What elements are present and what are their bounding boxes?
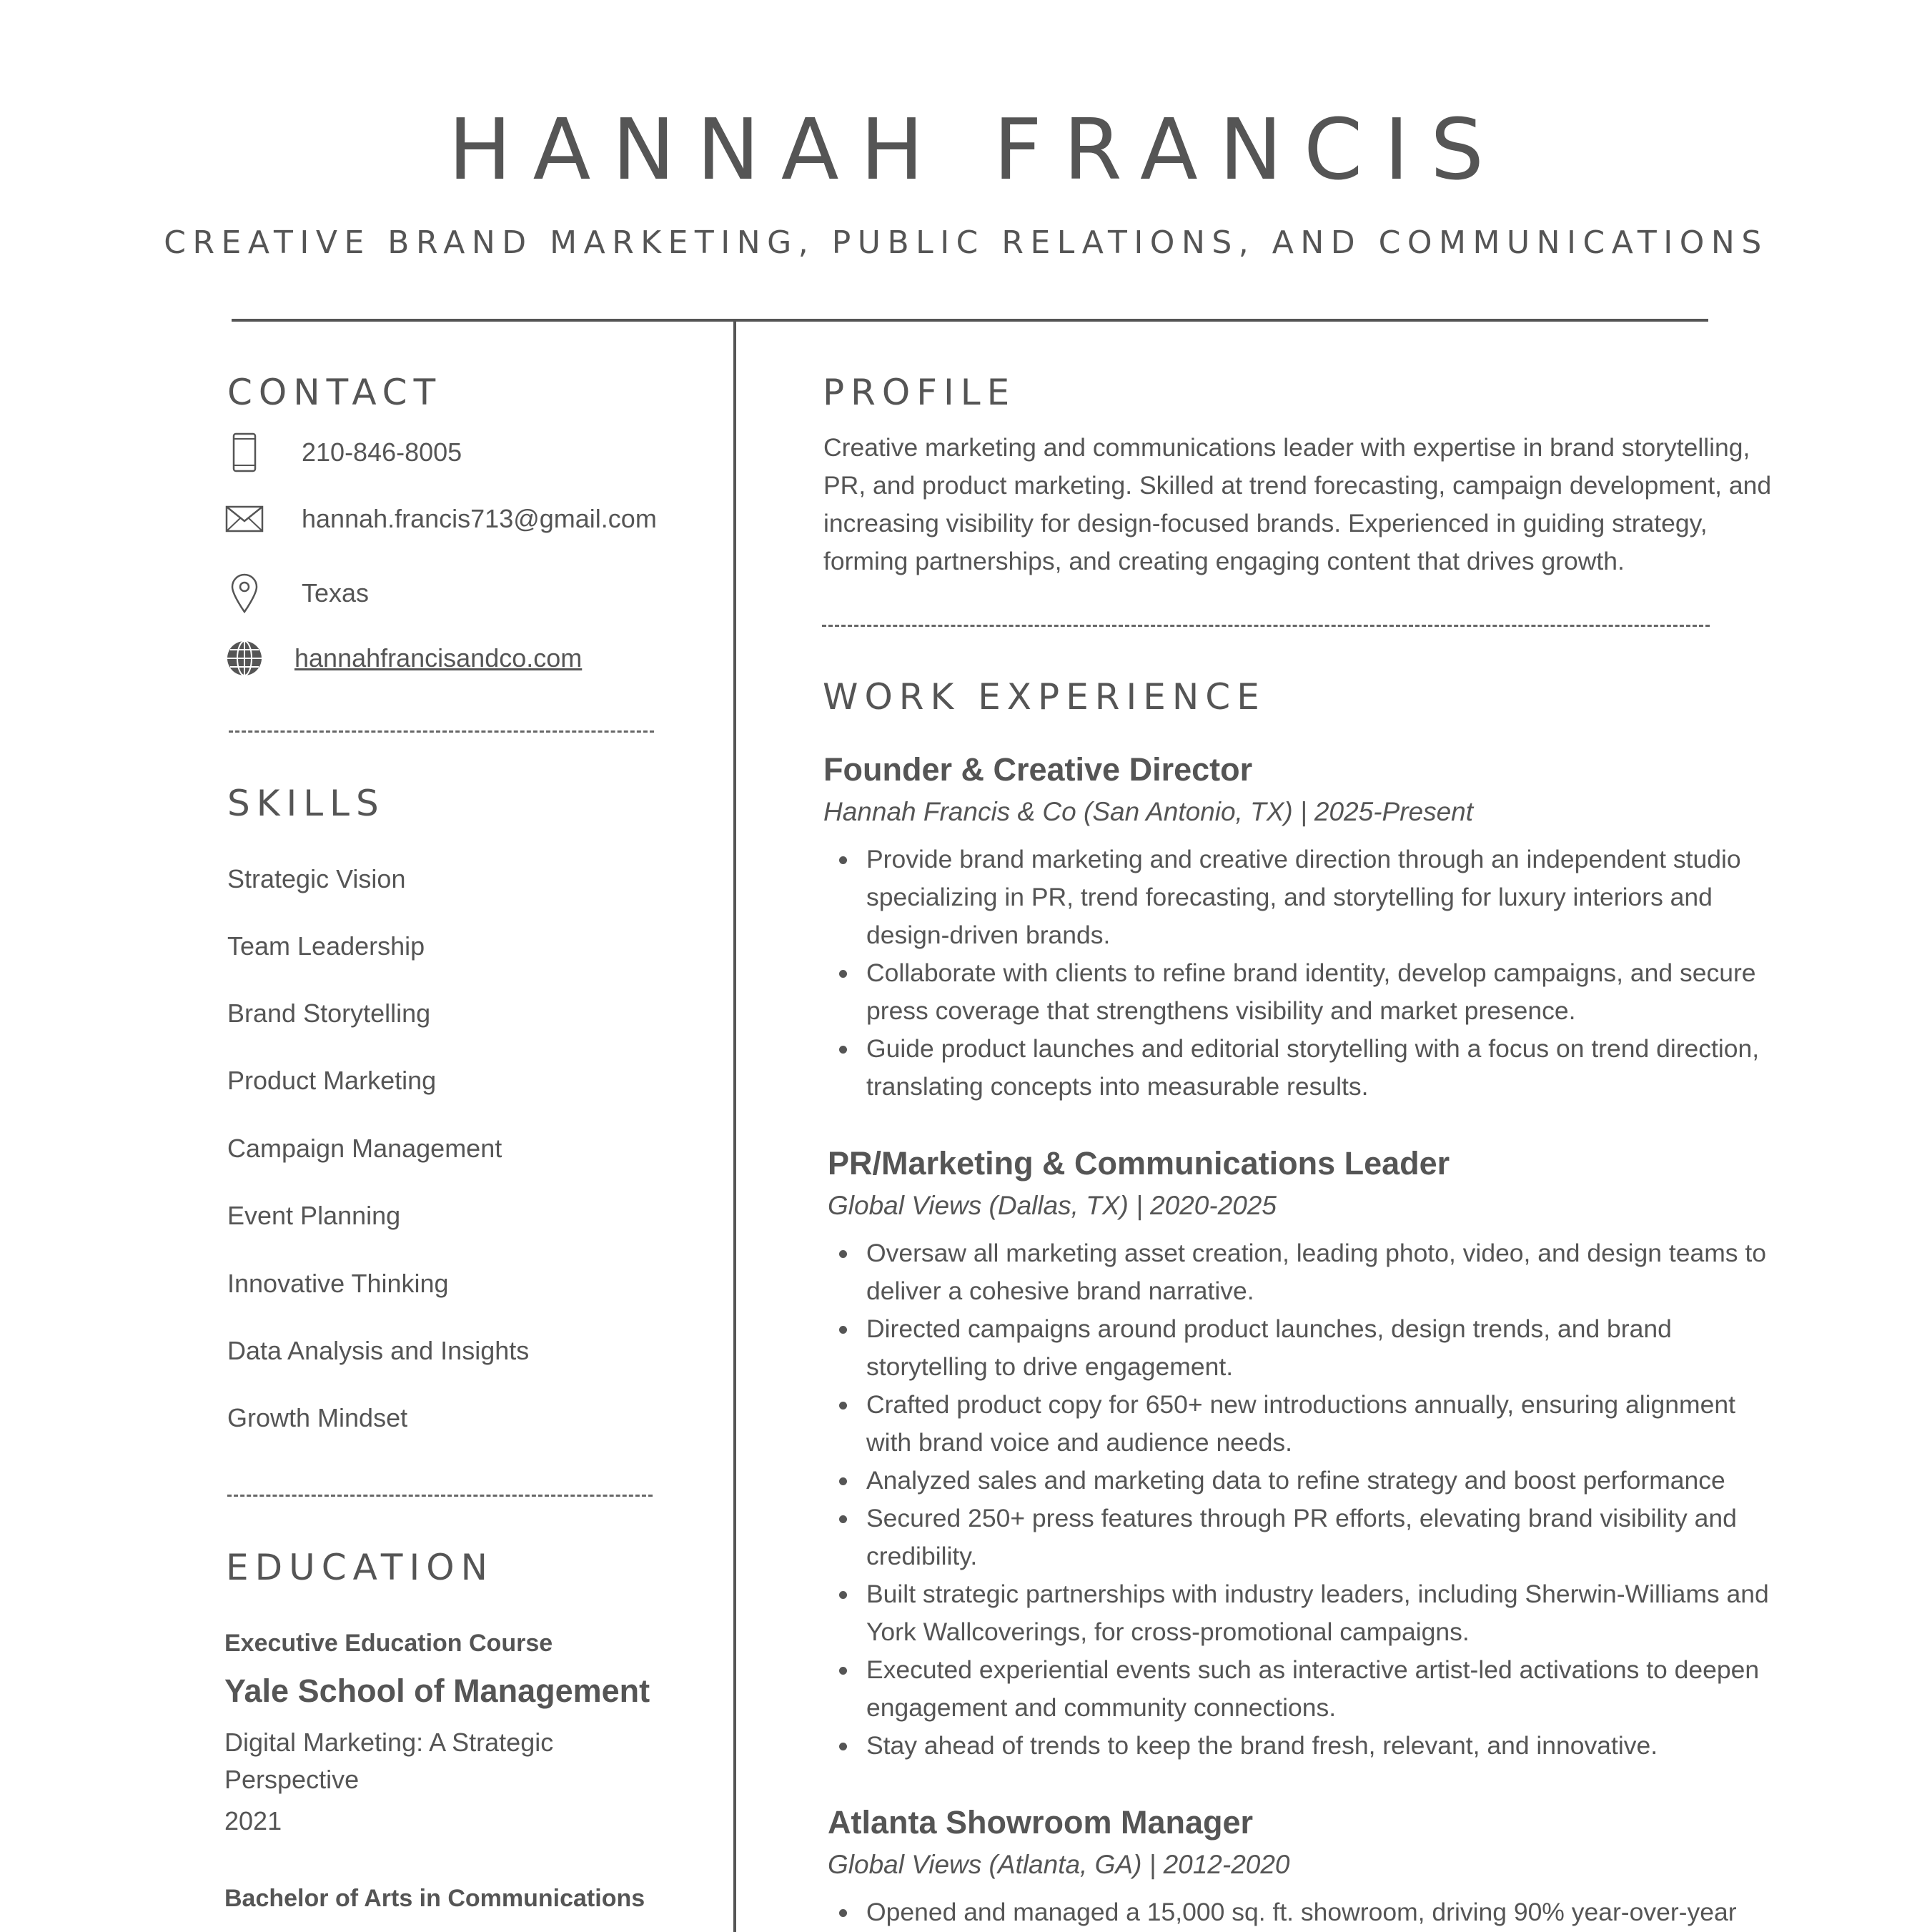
contact-phone: 210-846-8005 bbox=[302, 437, 462, 467]
education-program: Digital Marketing: A Strategic Perspective bbox=[224, 1728, 554, 1794]
job-bullet: Collaborate with clients to refine brand identity, develop campaigns, and secure press coverage that strengthens visibility and market presence. bbox=[866, 954, 1781, 1030]
contact-email[interactable]: hannah.francis713@gmail.com bbox=[302, 504, 657, 533]
job-title: PR/Marketing & Communications Leader bbox=[828, 1145, 1450, 1182]
column-divider bbox=[733, 322, 736, 1932]
resume-subtitle: CREATIVE BRAND MARKETING, PUBLIC RELATIONS, AND COMMUNICATIONS bbox=[164, 224, 1768, 261]
skill-item: Growth Mindset bbox=[227, 1403, 408, 1432]
skill-item: Brand Storytelling bbox=[227, 999, 431, 1028]
section-divider-skills bbox=[227, 1495, 653, 1497]
job-title: Atlanta Showroom Manager bbox=[828, 1804, 1254, 1841]
job-entry bbox=[828, 1803, 1785, 1931]
resume-name: HANNAH FRANCIS bbox=[447, 100, 1506, 199]
skill-item: Innovative Thinking bbox=[227, 1269, 449, 1298]
job-bullet: Executed experiential events such as interactive artist-led activations to deepen engagement and community connections. bbox=[866, 1651, 1785, 1727]
job-subtitle: Global Views (Atlanta, GA) | 2012-2020 bbox=[828, 1850, 1290, 1879]
header-divider bbox=[232, 319, 1708, 322]
section-divider-profile bbox=[822, 625, 1710, 627]
contact-heading: CONTACT bbox=[227, 372, 442, 413]
job-bullet: Oversaw all marketing asset creation, leading photo, video, and design teams to deliver a cohesive brand narrative. bbox=[866, 1234, 1785, 1310]
phone-icon bbox=[224, 431, 264, 474]
location-pin-icon bbox=[224, 572, 264, 615]
education-kind: Bachelor of Arts in Communications bbox=[224, 1885, 645, 1912]
education-year: 2021 bbox=[224, 1806, 282, 1836]
skill-item: Team Leadership bbox=[227, 931, 425, 961]
mail-icon bbox=[224, 497, 264, 540]
job-bullet: Secured 250+ press features through PR efforts, elevating brand visibility and credibility. bbox=[866, 1500, 1785, 1575]
job-entry bbox=[823, 750, 1781, 1106]
job-bullet: Analyzed sales and marketing data to refine strategy and boost performance bbox=[866, 1462, 1785, 1500]
globe-icon bbox=[224, 637, 264, 680]
skill-item: Strategic Vision bbox=[227, 864, 406, 893]
job-bullet: Directed campaigns around product launches, design trends, and brand storytelling to drive engagement. bbox=[866, 1310, 1785, 1386]
skills-heading: SKILLS bbox=[227, 783, 385, 824]
job-bullet: Provide brand marketing and creative direction through an independent studio specializing in PR, trend forecasting, and storytelling for luxury interiors and design-driven brands. bbox=[866, 841, 1781, 954]
job-bullets bbox=[828, 1234, 1785, 1765]
job-bullet: Crafted product copy for 650+ new introductions annually, ensuring alignment with brand voice and audience needs. bbox=[866, 1386, 1785, 1462]
work-experience-heading: WORK EXPERIENCE bbox=[823, 676, 1266, 718]
skill-item: Campaign Management bbox=[227, 1134, 502, 1163]
contact-location: Texas bbox=[302, 578, 370, 608]
job-bullets bbox=[823, 841, 1781, 1106]
job-title: Founder & Creative Director bbox=[823, 751, 1253, 788]
contact-website-row bbox=[224, 637, 582, 680]
skill-item: Event Planning bbox=[227, 1201, 401, 1230]
contact-email-row bbox=[224, 497, 657, 540]
contact-website-link[interactable]: hannahfrancisandco.com bbox=[294, 643, 583, 673]
job-bullet: Opened and managed a 15,000 sq. ft. showroom, driving 90% year-over-year bbox=[866, 1893, 1785, 1931]
job-subtitle: Global Views (Dallas, TX) | 2020-2025 bbox=[828, 1191, 1277, 1220]
education-school: Yale School of Management bbox=[224, 1673, 650, 1709]
job-subtitle: Hannah Francis & Co (San Antonio, TX) | 2025-Present bbox=[823, 797, 1474, 826]
job-entry bbox=[828, 1144, 1785, 1765]
education-kind: Executive Education Course bbox=[224, 1630, 553, 1657]
contact-phone-row bbox=[224, 431, 462, 474]
job-bullet: Built strategic partnerships with industry leaders, including Sherwin-Williams and York Wallcoverings, for cross-promotional campaigns. bbox=[866, 1575, 1785, 1651]
section-divider-contact bbox=[229, 730, 654, 733]
contact-location-row bbox=[224, 572, 369, 615]
job-bullet: Stay ahead of trends to keep the brand fresh, relevant, and innovative. bbox=[866, 1727, 1785, 1765]
education-heading: EDUCATION bbox=[226, 1547, 494, 1588]
skill-item: Data Analysis and Insights bbox=[227, 1336, 530, 1365]
profile-text: Creative marketing and communications leader with expertise in brand storytelling, PR, and product marketing. Skilled at trend forecasting, campaign development, and increasing visibility for design-focused brands. Experienced in guiding strategy, forming partnerships, and creating engaging content that drives growth. bbox=[823, 433, 1772, 575]
job-bullet: Guide product launches and editorial storytelling with a focus on trend direction, translating concepts into measurable results. bbox=[866, 1030, 1781, 1106]
profile-heading: PROFILE bbox=[823, 372, 1016, 413]
job-bullets bbox=[828, 1893, 1785, 1931]
skill-item: Product Marketing bbox=[227, 1066, 437, 1095]
